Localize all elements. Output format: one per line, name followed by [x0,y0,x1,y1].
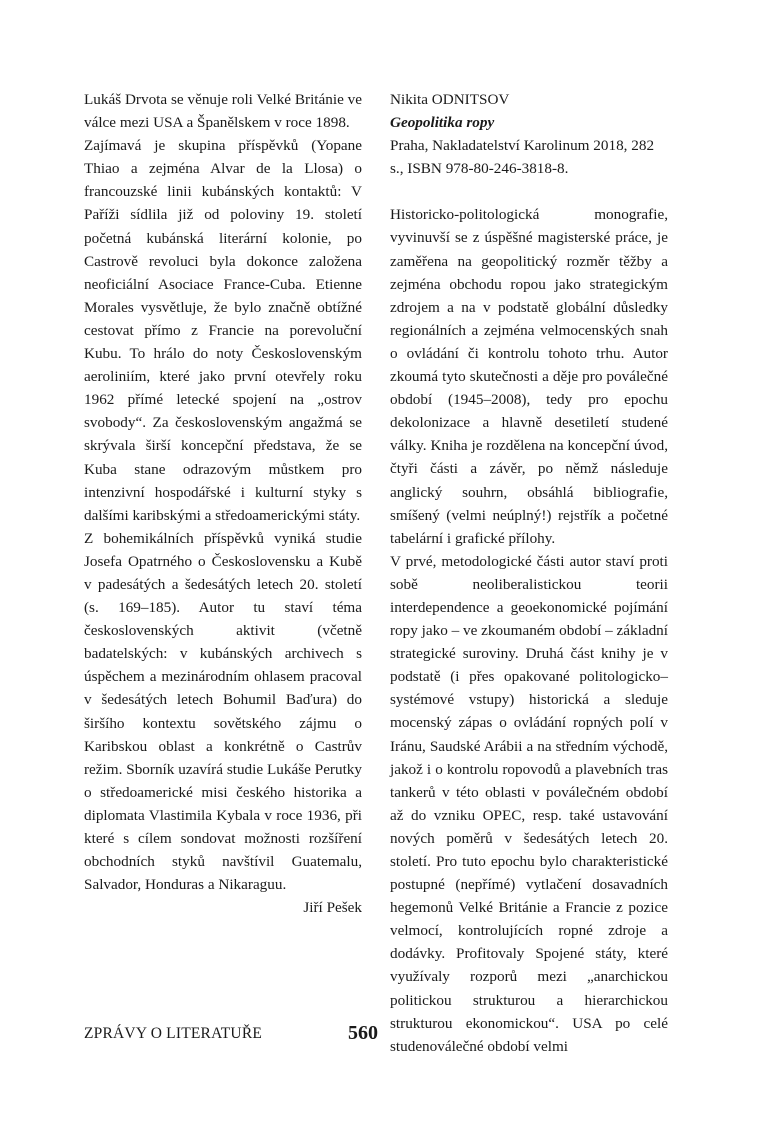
paragraph: Lukáš Drvota se věnuje roli Velké Británie ve válce mezi USA a Španělskem v roce 1898. [84,91,362,132]
book-title: Geopolitika ropy [390,114,495,132]
running-footer: ZPRÁVY O LITERATUŘE [84,1025,263,1042]
book-author: Nikita ODNITSOV [390,91,510,108]
paragraph: Z bohemikálních příspěvků vyniká studie Josefa Opatrného o Československu a Kubě v padesátých a šedesátých letech 20. století (s. 169–185). Autor tu staví téma československých aktivit (včetně badatelských: v kubánských archivech s úspěchem a mezinárodním ohlasem pracoval v šedesátých letech Bohumil Baďura) do širšího kontextu sovětského zájmu o Karibskou oblast a konkrétně o Castrův režim. Sborník uzavírá studie Lukáše Perutky o středoamerické misi českého historika a diplomata Vlastimila Kybala v roce 1936, při které s cílem sondovat možnosti rozšíření obchodních styků navštívil Guatemalu, Salvador, Honduras a Nikaraguu. [84,529,362,894]
left-column [84,88,362,919]
right-column [390,88,668,1058]
review-signature: Jiří Pešek [303,899,362,917]
page-number: 560 [348,1022,378,1044]
paragraph: Zajímavá je skupina příspěvků (Yopane Thiao a zejména Alvar de la Llosa) o francouzské linii kubánských kontaktů: V Paříži sídlila již od poloviny 19. století početná kubánská literární kolonie, po Castrově revoluci byla dokonce založena neoficiální Asociace France-Cuba. Etienne Morales vysvětluje, že bylo značně obtížné cestovat přímo z Francie na porevoluční Kubu. To hrálo do noty Československým aeroliniím, které jako první otevřely roku 1962 přímé letecké spojení na „ostrov svobody“. Za československým angažmá se skrývala širší koncepční představa, že se Kuba stane odrazovým můstkem pro intenzivní hospodářské i kulturní styky s dalšími karibskými a středoamerickými státy. [84,137,362,524]
paragraph: Historicko-politologická monografie, vyvinuvší se z úspěšné magisterské práce, je zaměřena na geopolitický rozměr těžby a zejména obchodu ropou jako strategickým zdrojem a na v podstatě globální důsledky regionálních a zejména velmocenských snah o ovládání či kontrolu tohoto trhu. Autor zkoumá tyto skutečnosti a děje pro poválečné období (1945–2008), tedy pro epochu dekolonizace a hlavně desetiletí studené války. Kniha je rozdělena na koncepční úvod, čtyři části a závěr, po němž následuje anglický souhrn, obsáhlá bibliografie, smíšený (velmi neúplný!) rejstřík a početné tabelární i grafické přílohy. [390,206,668,547]
paragraph: V prvé, metodologické části autor staví proti sobě neoliberalistickou teorii interdependence a geoekonomické pojímání ropy jako – ve zkoumaném období – základní strategické suroviny. Druhá část knihy je v podstatě (i přes opakované politologicko–systémové vstupy) historická a sleduje mocenský zápas o ovládání ropných polí v Iránu, Saudské Arábii a na středním východě, jakož i o kontrolu ropovodů a plavebních tras tankerů v této oblasti v poválečném období až do vzniku OPEC, resp. také ustavování nových poměrů v šedesátých letech 20. století. Pro tuto epochu bylo charakteristické postupné (nepřímé) vytlačení dosavadních hegemonů Velké Británie a Francie z pozice velmocí, kontrolujících ropné zdroje a dodávky. Profitovaly Spojené státy, které využívaly rozporů mezi „anarchickou politickou strukturou a hierarchickou strukturou ekonomickou“. USA po celé studenoválečné období velmi [390,552,668,1055]
spacer [390,180,668,203]
book-publication: Praha, Nakladatelství Karolinum 2018, 282 s., ISBN 978-80-246-3818-8. [390,137,655,178]
